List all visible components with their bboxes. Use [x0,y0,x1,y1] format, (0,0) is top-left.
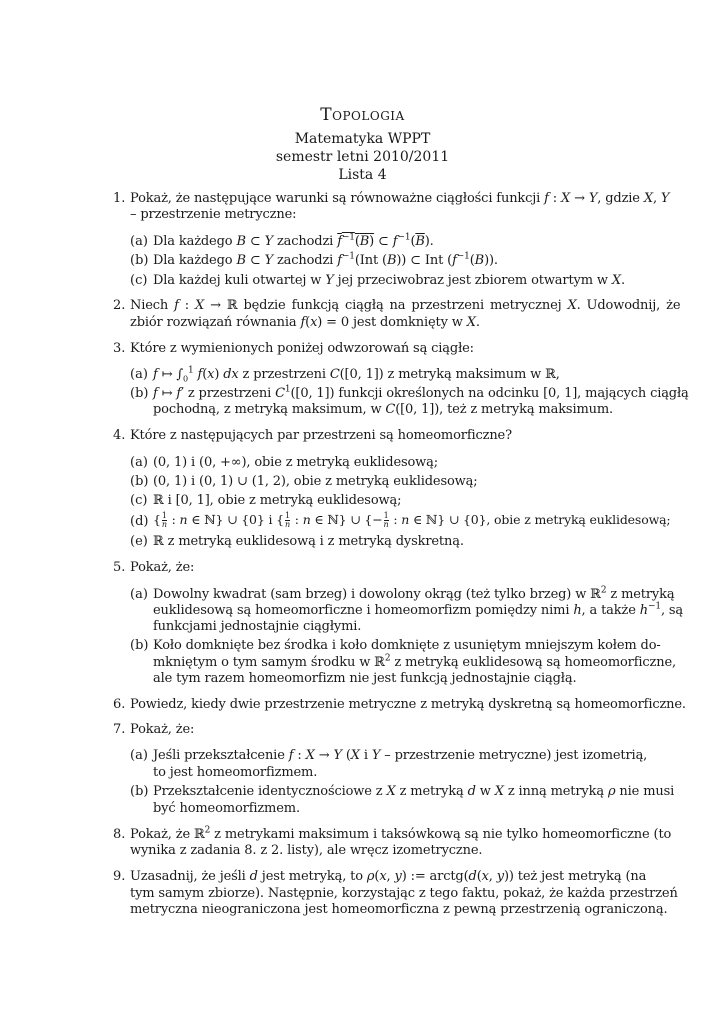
subtask-line: (0, 1) i (0, +∞), obie z metryką euklidesową; [153,455,438,470]
subtask-line: Dla każdej kuli otwartej w Y jej przeciwobraz jest zbiorem otwartym w X. [153,273,625,288]
subtask-label: (a) [130,748,148,763]
subtask-line: f ↦ f′ z przestrzeni $C^1([0$, 1]) funkcji określonych na odcinku [0, 1], mających ciągłą [153,384,689,401]
subtask-label: (a) [130,234,148,249]
subtask-line: Dla każdego B ⊂ Y zachodzi $f^{-1}(Int$ (B)) ⊂ Int $(f^{-1}(B))$. [153,251,498,268]
task-number: 7. [113,722,126,737]
subtask-line: funkcjami jednostajnie ciągłymi. [153,619,362,634]
subtask-line: pochodną, z metryką maksimum, w C([0, 1]), też z metryką maksimum. [153,402,614,417]
subtask-label: (a) [130,455,148,470]
list-number: Lista 4 [338,167,387,183]
subtask-label: (b) [130,474,149,489]
subtask-label: (b) [130,638,149,653]
task-number: 1. [113,191,126,206]
subtask-line: f ↦ $\int_0^1$ f(x) dx z przestrzeni C([0, 1]) z metryką maksimum w ℝ, [153,365,560,384]
task-line: Które z wymienionych poniżej odwzorowań są ciągłe: [130,341,474,356]
task-line: tym samym zbiorze). Następnie, korzystając z tego faktu, pokaż, że każda przestrzeń [130,886,678,901]
task-line: metryczna nieograniczona jest homeomorficzna z pewną przestrzenią ograniczoną. [130,902,668,917]
course-name: Matematyka WPPT [294,131,431,147]
subtask-label: (b) [130,784,149,799]
subtask-line: Dowolny kwadrat (sam brzeg) i dowolony okrąg (też tylko brzeg) w ℝ$^2$ z metryką [153,585,675,602]
task-number: 2. [113,298,126,313]
task-line: Powiedz, kiedy dwie przestrzenie metryczne z metryką dyskretną są homeomorficzne. [130,697,686,712]
subtask-label: (e) [130,534,148,549]
task-number: 4. [113,428,126,443]
task-number: 5. [113,560,126,575]
subtask-line: (0, 1) i (0, 1) ∪ (1, 2), obie z metryką euklidesową; [153,474,478,489]
subtask-line: ale tym razem homeomorfizm nie jest funkcją jednostajnie ciągłą. [153,671,577,686]
task-line: Niech f : X → ℝ będzie funkcją ciągłą na przestrzeni metrycznej X. Udowodnij, że [130,298,681,313]
task-line: – przestrzenie metryczne: [130,207,297,222]
subtask-line: być homeomorfizmem. [153,801,300,816]
subtask-line: mkniętym o tym samym środku w ℝ$^2$ z metryką euklidesową są homeomorficzne, [153,653,676,670]
task-line: Pokaż, że ℝ$^2$ z metrykami maksimum i taksówkową są nie tylko homeomorficzne (to [130,825,672,842]
subtask-line: Koło domknięte bez środka i koło domknięte z usuniętym mniejszym kołem do- [153,638,661,653]
subtask-line: ℝ z metryką euklidesową i z metryką dyskretną. [153,534,464,549]
task-line: Które z następujących par przestrzeni są homeomorficzne? [130,428,512,443]
subtask-line: to jest homeomorfizmem. [153,765,318,780]
task-line: Pokaż, że: [130,560,195,575]
task-number: 3. [113,341,126,356]
subtask-label: (a) [130,367,148,382]
subtask-line: euklidesową są homeomorficzne i homeomorfizm pomiędzy nimi h, a także $h^{-1}$, są [153,601,684,618]
subtask-label: (a) [130,587,148,602]
task-line: zbiór rozwiązań równania f(x) = 0 jest domknięty w X. [130,315,480,330]
task-line: Uzasadnij, że jeśli d jest metryką, to ρ(x, y) := arctg(d(x, y)) też jest metryką (na [130,869,647,884]
subtask-label: (c) [130,493,148,508]
subtask-label: (b) [130,253,149,268]
semester: semestr letni 2010/2011 [275,149,450,165]
task-line: Pokaż, że: [130,722,195,737]
subtask-line: Dla każdego B ⊂ Y zachodzi $f^{-1}(B)$ ⊂ $f^{-1}(\overline{B})$. [153,232,434,249]
subtask-line: Przekształcenie identycznościowe z X z metryką d w X z inną metryką ρ nie musi [153,784,675,799]
task-number: 6. [113,697,126,712]
subtask-line: ℝ i [0, 1], obie z metryką euklidesową; [153,493,402,508]
subtask-label: (d) [130,514,149,529]
task-line: Pokaż, że następujące warunki są równoważne ciągłości funkcji f : X → Y, gdzie X, Y [130,191,670,206]
task-line: wynika z zadania 8. z 2. listy), ale wręcz izometryczne. [130,843,483,858]
document-title: Topologia [320,105,405,125]
task-number: 9. [113,869,126,884]
subtask-label: (c) [130,273,148,288]
task-number: 8. [113,827,126,842]
subtask-label: (b) [130,386,149,401]
subtask-line: { $\frac{1}{n}$ : n ∈ ℕ} ∪ {0} i { $\frac{1}{n}$ : n ∈ ℕ} ∪ {− $\frac{1}{n}$ : n ∈ ℕ} ∪ {0}, obie z metryką euklidesową; [153,511,671,529]
subtask-line: Jeśli przekształcenie f : X → Y (X i Y – przestrzenie metryczne) jest izometrią, [153,748,648,763]
